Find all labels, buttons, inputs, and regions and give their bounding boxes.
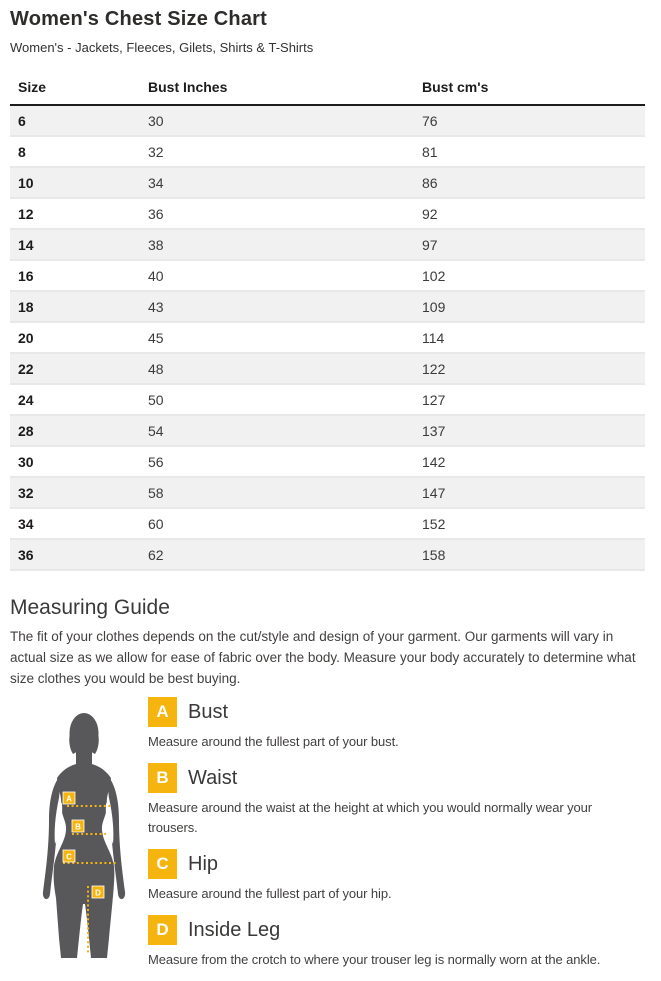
measuring-item (148, 915, 645, 970)
cell-bust-inches: 40 (148, 267, 164, 284)
col-header-size: Size (18, 79, 47, 95)
cell-bust-cm: 122 (422, 360, 446, 377)
size-guide-page (10, 8, 645, 981)
cell-size: 22 (18, 360, 34, 377)
item-label: Bust (188, 700, 229, 723)
item-description: Measure around the fullest part of your hip. (148, 886, 392, 901)
table-row (10, 415, 645, 446)
cell-size: 30 (18, 453, 34, 470)
cell-bust-cm: 76 (422, 112, 438, 129)
cell-bust-cm: 147 (422, 484, 446, 501)
cell-size: 20 (18, 329, 34, 346)
cell-bust-inches: 60 (148, 515, 164, 532)
measuring-guide-heading: Measuring Guide (10, 596, 170, 619)
cell-bust-cm: 86 (422, 174, 438, 191)
measuring-guide-intro: The fit of your clothes depends on the cut/style and design of your garment. Our garments will vary in actual size as we allow for ease of fabric over the body. Measure your body accurately to determine what size clothes you would be best buying. (10, 629, 636, 686)
item-description: Measure around the fullest part of your bust. (148, 734, 399, 749)
cell-bust-cm: 137 (422, 422, 446, 439)
item-description: Measure around the waist at the height at which you would normally wear your trousers. (148, 800, 593, 835)
cell-bust-inches: 45 (148, 329, 164, 346)
figure-marker-letter: C (66, 852, 72, 862)
cell-bust-cm: 97 (422, 236, 438, 253)
cell-size: 12 (18, 205, 34, 222)
cell-size: 24 (18, 391, 34, 408)
table-row (10, 229, 645, 260)
table-row (10, 198, 645, 229)
figure-marker-letter: B (75, 822, 81, 832)
cell-bust-inches: 56 (148, 453, 164, 470)
size-chart-header (10, 73, 645, 105)
measuring-item-header (148, 697, 645, 727)
female-silhouette-image (10, 700, 142, 958)
cell-bust-cm: 109 (422, 298, 446, 315)
page-title: Women's Chest Size Chart (10, 8, 268, 30)
cell-bust-inches: 62 (148, 546, 164, 563)
cell-bust-cm: 102 (422, 267, 446, 284)
table-row (10, 167, 645, 198)
table-row (10, 446, 645, 477)
cell-size: 16 (18, 267, 34, 284)
cell-bust-cm: 142 (422, 453, 446, 470)
table-row (10, 136, 645, 167)
table-row (10, 322, 645, 353)
cell-bust-cm: 92 (422, 205, 438, 222)
cell-bust-cm: 127 (422, 391, 446, 408)
size-chart-table (10, 73, 645, 571)
item-letter-badge: D (148, 915, 177, 945)
cell-size: 10 (18, 174, 34, 191)
cell-size: 36 (18, 546, 34, 563)
table-row (10, 291, 645, 322)
cell-size: 6 (18, 112, 26, 129)
measuring-item (148, 763, 645, 838)
measuring-guide-section (10, 696, 645, 981)
cell-bust-cm: 114 (422, 329, 445, 346)
page-subtitle: Women's - Jackets, Fleeces, Gilets, Shirts & T-Shirts (10, 40, 314, 55)
item-label: Hip (188, 852, 219, 875)
cell-size: 18 (18, 298, 34, 315)
cell-size: 32 (18, 484, 34, 501)
measuring-item-header (148, 915, 645, 945)
cell-bust-cm: 81 (422, 143, 438, 160)
cell-bust-cm: 158 (422, 546, 446, 563)
item-letter-badge: B (148, 763, 177, 793)
body-silhouette-figure (10, 696, 148, 981)
table-row (10, 384, 645, 415)
figure-marker-letter: D (95, 888, 101, 898)
measuring-item-header (148, 849, 645, 879)
measuring-item (148, 697, 645, 752)
measuring-item-header (148, 763, 645, 793)
cell-size: 8 (18, 143, 26, 160)
cell-bust-inches: 54 (148, 422, 164, 439)
item-label: Inside Leg (188, 918, 281, 941)
col-header-bust-cm: Bust cm's (422, 79, 489, 95)
cell-bust-inches: 48 (148, 360, 164, 377)
table-row (10, 539, 645, 570)
cell-bust-inches: 34 (148, 174, 164, 191)
size-chart-body (10, 105, 645, 570)
cell-bust-cm: 152 (422, 515, 446, 532)
table-row (10, 260, 645, 291)
measuring-item (148, 849, 645, 904)
item-letter-badge: C (148, 849, 177, 879)
cell-bust-inches: 38 (148, 236, 164, 253)
table-row (10, 477, 645, 508)
item-letter-badge: A (148, 697, 177, 727)
cell-size: 14 (18, 236, 34, 253)
measuring-items (148, 696, 645, 981)
table-row (10, 353, 645, 384)
table-row (10, 508, 645, 539)
cell-bust-inches: 30 (148, 112, 164, 129)
cell-bust-inches: 43 (148, 298, 164, 315)
item-description: Measure from the crotch to where your trouser leg is normally worn at the ankle. (148, 952, 601, 967)
header-row (10, 73, 645, 105)
table-row (10, 105, 645, 136)
cell-bust-inches: 50 (148, 391, 164, 408)
cell-bust-inches: 36 (148, 205, 164, 222)
cell-size: 28 (18, 422, 34, 439)
cell-bust-inches: 32 (148, 143, 164, 160)
item-label: Waist (188, 766, 238, 789)
cell-size: 34 (18, 515, 34, 532)
col-header-bust-inches: Bust Inches (148, 79, 228, 95)
cell-bust-inches: 58 (148, 484, 164, 501)
figure-marker-letter: A (66, 794, 72, 804)
